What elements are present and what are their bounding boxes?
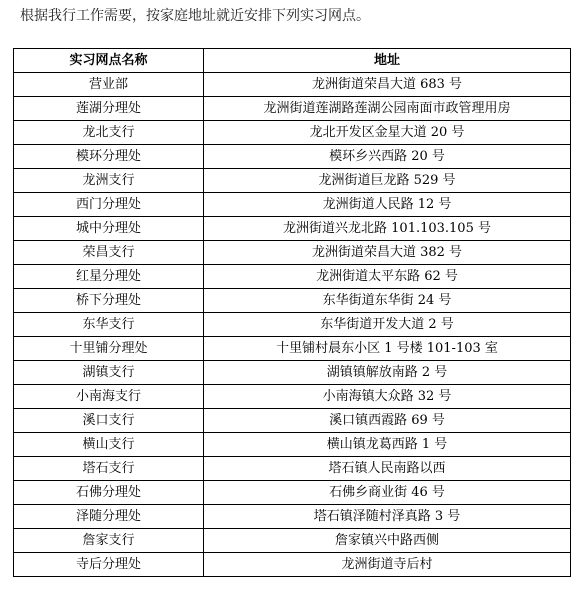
- branch-name-cell: 塔石支行: [14, 457, 204, 481]
- branch-name-cell: 横山支行: [14, 433, 204, 457]
- address-cell: 湖镇镇解放南路 2 号: [204, 361, 571, 385]
- table-row: [14, 433, 571, 457]
- table-row: [14, 505, 571, 529]
- address-cell: 詹家镇兴中路西侧: [204, 529, 571, 553]
- table-row: [14, 217, 571, 241]
- address-cell: 龙洲街道巨龙路 529 号: [204, 169, 571, 193]
- table-row: [14, 121, 571, 145]
- branch-name-cell: 龙北支行: [14, 121, 204, 145]
- table-row: [14, 337, 571, 361]
- table-row: [14, 409, 571, 433]
- address-cell: 石佛乡商业街 46 号: [204, 481, 571, 505]
- branch-name-cell: 溪口支行: [14, 409, 204, 433]
- branch-name-cell: 湖镇支行: [14, 361, 204, 385]
- branch-name-cell: 十里铺分理处: [14, 337, 204, 361]
- address-cell: 龙洲街道太平东路 62 号: [204, 265, 571, 289]
- table-row: [14, 169, 571, 193]
- branch-name-cell: 桥下分理处: [14, 289, 204, 313]
- address-cell: 龙北开发区金星大道 20 号: [204, 121, 571, 145]
- table-row: [14, 457, 571, 481]
- address-cell: 龙洲街道莲湖路莲湖公园南面市政管理用房: [204, 97, 571, 121]
- table-row: [14, 265, 571, 289]
- branch-name-cell: 城中分理处: [14, 217, 204, 241]
- branch-name-cell: 西门分理处: [14, 193, 204, 217]
- table-header-row: [14, 49, 571, 73]
- address-cell: 塔石镇人民南路以西: [204, 457, 571, 481]
- branch-name-cell: 石佛分理处: [14, 481, 204, 505]
- address-cell: 小南海镇大众路 32 号: [204, 385, 571, 409]
- address-cell: 龙洲街道寺后村: [204, 553, 571, 577]
- table-row: [14, 241, 571, 265]
- branch-name-cell: 詹家支行: [14, 529, 204, 553]
- table-row: [14, 385, 571, 409]
- address-cell: 东华街道东华街 24 号: [204, 289, 571, 313]
- branch-name-cell: 荣昌支行: [14, 241, 204, 265]
- address-cell: 龙洲街道人民路 12 号: [204, 193, 571, 217]
- branch-name-cell: 龙洲支行: [14, 169, 204, 193]
- branch-name-cell: 小南海支行: [14, 385, 204, 409]
- branch-name-cell: 营业部: [14, 73, 204, 97]
- table-row: [14, 529, 571, 553]
- table-row: [14, 193, 571, 217]
- table-row: [14, 313, 571, 337]
- branch-address-table: [13, 48, 571, 577]
- header-address: 地址: [204, 49, 571, 73]
- table-row: [14, 361, 571, 385]
- address-cell: 龙洲街道兴龙北路 101.103.105 号: [204, 217, 571, 241]
- branch-name-cell: 东华支行: [14, 313, 204, 337]
- address-cell: 横山镇龙葛西路 1 号: [204, 433, 571, 457]
- branch-name-cell: 模环分理处: [14, 145, 204, 169]
- branch-name-cell: 莲湖分理处: [14, 97, 204, 121]
- branch-name-cell: 泽随分理处: [14, 505, 204, 529]
- address-cell: 模环乡兴西路 20 号: [204, 145, 571, 169]
- table-row: [14, 73, 571, 97]
- address-cell: 塔石镇泽随村泽真路 3 号: [204, 505, 571, 529]
- address-cell: 东华街道开发大道 2 号: [204, 313, 571, 337]
- table-row: [14, 553, 571, 577]
- table-row: [14, 97, 571, 121]
- table-row: [14, 289, 571, 313]
- address-cell: 龙洲街道荣昌大道 382 号: [204, 241, 571, 265]
- address-cell: 龙洲街道荣昌大道 683 号: [204, 73, 571, 97]
- address-cell: 十里铺村晨东小区 1 号楼 101-103 室: [204, 337, 571, 361]
- table-row: [14, 481, 571, 505]
- table-row: [14, 145, 571, 169]
- header-branch-name: 实习网点名称: [14, 49, 204, 73]
- address-cell: 溪口镇西霞路 69 号: [204, 409, 571, 433]
- intro-text: 根据我行工作需要，按家庭地址就近安排下列实习网点。: [20, 8, 370, 24]
- branch-name-cell: 红星分理处: [14, 265, 204, 289]
- branch-name-cell: 寺后分理处: [14, 553, 204, 577]
